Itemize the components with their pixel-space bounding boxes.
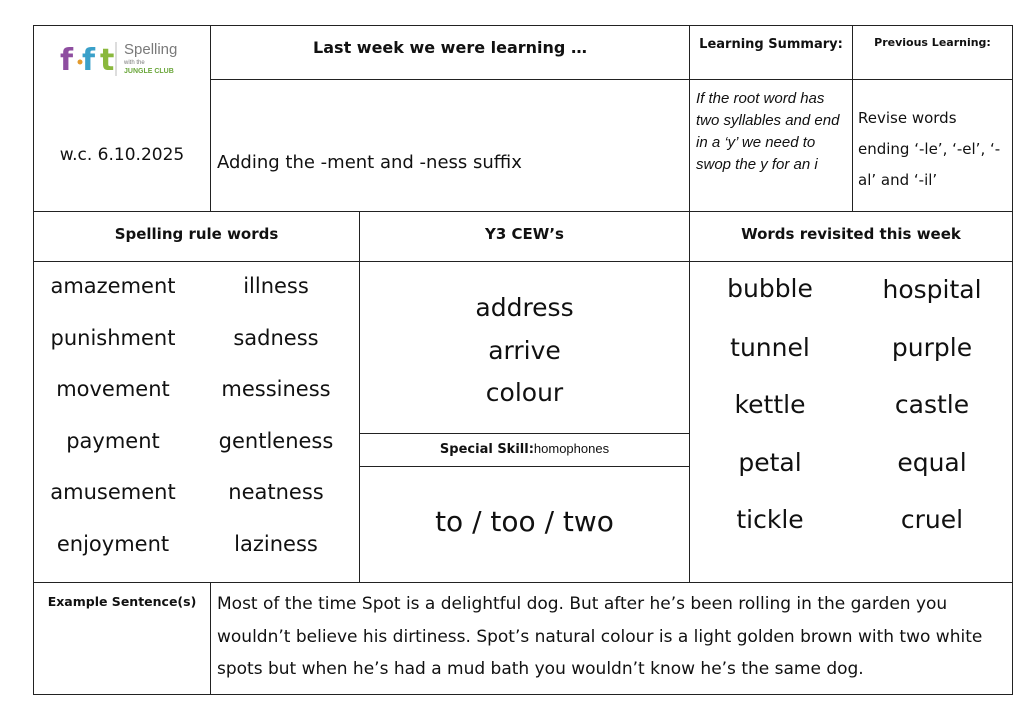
rule-word: amazement: [50, 274, 176, 298]
example-sentences-label: Example Sentence(s): [47, 594, 197, 609]
divider-top-section: [33, 211, 1013, 212]
revisited-word: petal: [738, 448, 802, 477]
logo-sub1: with the: [124, 60, 145, 66]
revisited-word: kettle: [734, 390, 806, 419]
rule-words-heading: Spelling rule words: [114, 225, 279, 243]
example-sentence-line: Most of the time Spot is a delightful dog. But after he’s been rolling in the garden you: [217, 594, 948, 614]
learning-summary-heading: Learning Summary:: [699, 37, 843, 52]
rule-word: laziness: [234, 532, 318, 556]
revisited-word: purple: [891, 333, 973, 362]
rule-word: neatness: [228, 480, 324, 504]
revisited-word: equal: [897, 448, 967, 477]
revisited-word: tickle: [736, 505, 804, 534]
divider-previous: [852, 25, 853, 212]
rule-word: movement: [56, 377, 170, 401]
previous-learning-heading: Previous Learning:: [874, 36, 991, 49]
rule-word: gentleness: [218, 429, 334, 453]
svg-text:t: t: [100, 43, 115, 78]
divider-special-skill-bottom: [359, 466, 690, 467]
cew-word: arrive: [488, 336, 561, 365]
logo: [60, 36, 200, 80]
rule-word: sadness: [233, 326, 319, 350]
logo-sub2: JUNGLE CLUB: [124, 68, 174, 75]
cew-heading: Y3 CEW’s: [485, 225, 564, 243]
revisited-word: hospital: [882, 275, 982, 304]
rule-word: enjoyment: [56, 532, 170, 556]
special-skill-label: Special Skill:: [439, 442, 534, 457]
cew-word: colour: [485, 378, 564, 407]
example-sentence-line: spots but when he’s had a mud bath you wouldn’t know he’s the same dog.: [217, 659, 864, 679]
border-right: [1012, 25, 1013, 695]
revisited-word: castle: [894, 390, 970, 419]
divider-special-skill-top: [359, 433, 690, 434]
divider-header: [210, 79, 1013, 80]
svg-text:f: f: [60, 43, 74, 78]
learning-focus: Adding the -ment and -ness suffix: [217, 152, 522, 173]
special-skill-value: homophones: [533, 441, 610, 456]
divider-summary: [689, 25, 690, 583]
revisited-word: cruel: [900, 505, 964, 534]
logo-title: Spelling: [124, 41, 178, 58]
revisited-word: bubble: [727, 274, 813, 303]
cew-word: address: [475, 293, 574, 322]
revisited-word: tunnel: [730, 333, 810, 362]
example-sentence-line: wouldn’t believe his dirtiness. Spot’s natural colour is a light golden brown with two white: [217, 627, 983, 647]
divider-example: [33, 582, 1013, 583]
border-bottom: [33, 694, 1013, 695]
previous-learning-text: Revise words ending ‘-le’, ‘-el’, ‘-al’ and ‘-il’: [858, 109, 1001, 189]
border-top: [33, 25, 1013, 26]
week-date: w.c. 6.10.2025: [59, 145, 185, 165]
last-week-heading: Last week we were learning …: [313, 38, 587, 57]
special-skill-row: [360, 441, 689, 457]
divider-section-headers: [33, 261, 1013, 262]
rule-word: punishment: [50, 326, 176, 350]
revisited-heading: Words revisited this week: [741, 225, 961, 243]
divider-example-label: [210, 582, 211, 695]
svg-text:f: f: [82, 43, 96, 78]
homophone-words: to / too / two: [435, 505, 614, 538]
rule-word: payment: [66, 429, 160, 453]
rule-word: messiness: [221, 377, 331, 401]
rule-word: amusement: [50, 480, 176, 504]
learning-summary-text: If the root word has two syllables and end in a ‘y’ we need to swop the y for an i: [696, 90, 840, 173]
rule-word: illness: [243, 274, 309, 298]
